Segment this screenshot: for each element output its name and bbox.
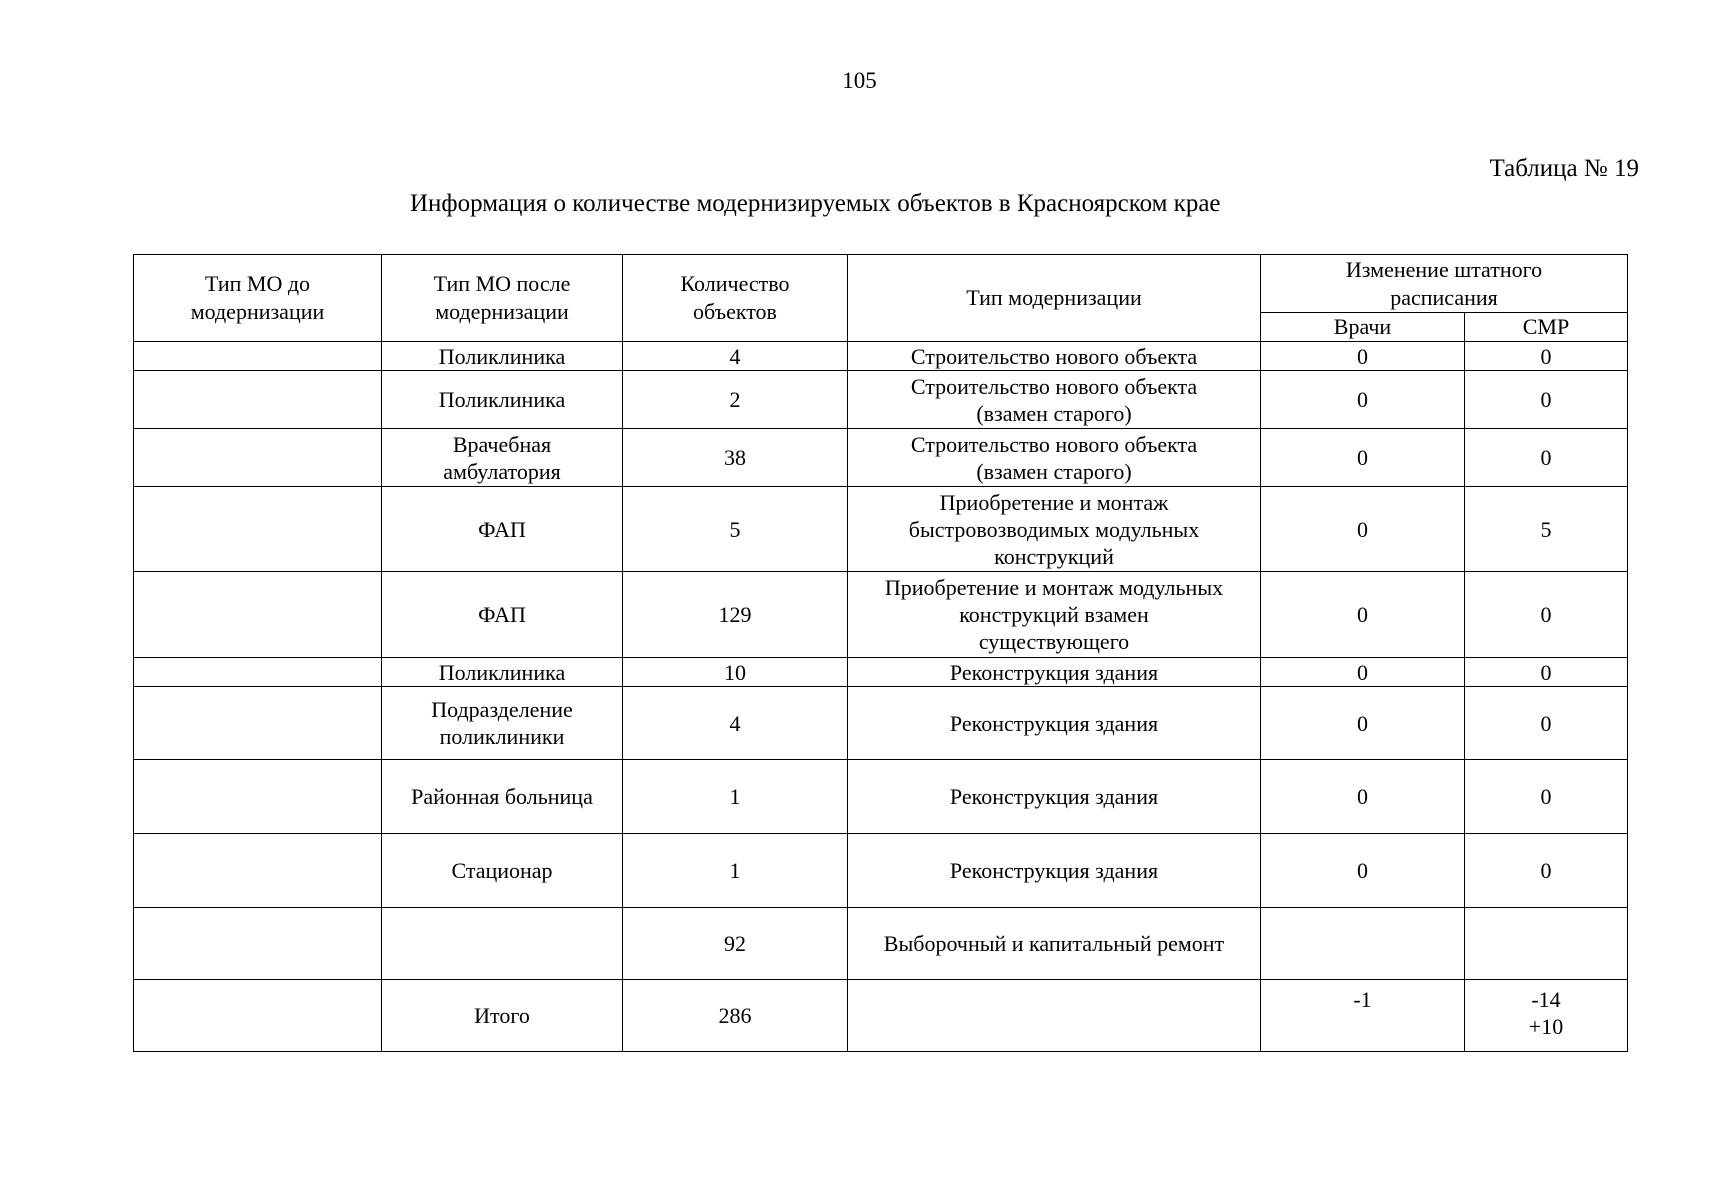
total-count: 286 — [623, 980, 848, 1052]
cell-count: 1 — [623, 760, 848, 834]
total-doctors: -1 — [1261, 980, 1465, 1052]
table-row — [134, 658, 1628, 687]
cell-modernization-type: Реконструкция здания — [848, 658, 1261, 687]
cell-type-after: ФАП — [382, 572, 623, 658]
total-label: Итого — [382, 980, 623, 1052]
cell-smr: 5 — [1465, 487, 1628, 572]
cell-smr — [1465, 908, 1628, 980]
modernization-table — [133, 254, 1628, 1052]
header-staff-change: Изменение штатного расписания — [1261, 255, 1628, 313]
document-title: Информация о количестве модернизируемых объектов в Красноярском крае — [410, 190, 1221, 217]
cell-type-before — [134, 342, 382, 371]
table-row — [134, 834, 1628, 908]
cell-type-after: Районная больница — [382, 760, 623, 834]
cell-smr: 0 — [1465, 342, 1628, 371]
cell-doctors: 0 — [1261, 429, 1465, 487]
cell-type-after: Поликлиника — [382, 658, 623, 687]
cell-smr: 0 — [1465, 371, 1628, 429]
cell-modernization-type: Строительство нового объекта (взамен старого) — [848, 371, 1261, 429]
cell-doctors: 0 — [1261, 687, 1465, 760]
cell-type-after: Поликлиника — [382, 371, 623, 429]
cell-doctors: 0 — [1261, 342, 1465, 371]
cell-type-before — [134, 834, 382, 908]
cell-count: 4 — [623, 342, 848, 371]
cell-doctors: 0 — [1261, 760, 1465, 834]
table-number-label: Таблица № 19 — [1489, 155, 1639, 182]
cell-count: 92 — [623, 908, 848, 980]
table-row — [134, 760, 1628, 834]
cell-smr: 0 — [1465, 687, 1628, 760]
cell-modernization-type: Выборочный и капитальный ремонт — [848, 908, 1261, 980]
table-row — [134, 429, 1628, 487]
table-body — [134, 342, 1628, 1052]
table-row — [134, 487, 1628, 572]
cell-doctors: 0 — [1261, 834, 1465, 908]
cell-type-before — [134, 371, 382, 429]
table-row — [134, 572, 1628, 658]
cell-doctors: 0 — [1261, 572, 1465, 658]
cell-modernization-type: Строительство нового объекта — [848, 342, 1261, 371]
header-count: Количество объектов — [623, 255, 848, 342]
cell-type-after: ФАП — [382, 487, 623, 572]
table-row — [134, 687, 1628, 760]
cell-doctors: 0 — [1261, 371, 1465, 429]
cell-smr: 0 — [1465, 429, 1628, 487]
header-type-before: Тип МО до модернизации — [134, 255, 382, 342]
cell-type-after: Подразделение поликлиники — [382, 687, 623, 760]
cell-count: 4 — [623, 687, 848, 760]
cell-smr: 0 — [1465, 658, 1628, 687]
cell-type-after: Поликлиника — [382, 342, 623, 371]
cell-type-after: Врачебная амбулатория — [382, 429, 623, 487]
table-row — [134, 908, 1628, 980]
cell-type-after: Стационар — [382, 834, 623, 908]
cell-type-after — [382, 908, 623, 980]
cell-smr: 0 — [1465, 760, 1628, 834]
cell-doctors: 0 — [1261, 658, 1465, 687]
header-modernization-type: Тип модернизации — [848, 255, 1261, 342]
table-row — [134, 371, 1628, 429]
cell-type-before — [134, 908, 382, 980]
cell-modernization-type — [848, 980, 1261, 1052]
header-type-after: Тип МО после модернизации — [382, 255, 623, 342]
cell-type-before — [134, 658, 382, 687]
cell-modernization-type: Приобретение и монтаж быстровозводимых модульных конструкций — [848, 487, 1261, 572]
cell-smr: 0 — [1465, 834, 1628, 908]
cell-modernization-type: Реконструкция здания — [848, 687, 1261, 760]
cell-type-before — [134, 429, 382, 487]
table-row — [134, 342, 1628, 371]
cell-type-before — [134, 760, 382, 834]
page-number: 105 — [842, 68, 877, 93]
header-smr: СМР — [1465, 313, 1628, 342]
total-smr: -14 +10 — [1465, 980, 1628, 1052]
cell-doctors — [1261, 908, 1465, 980]
cell-modernization-type: Реконструкция здания — [848, 760, 1261, 834]
cell-count: 38 — [623, 429, 848, 487]
cell-modernization-type: Приобретение и монтаж модульных конструкций взамен существующего — [848, 572, 1261, 658]
cell-count: 5 — [623, 487, 848, 572]
cell-smr: 0 — [1465, 572, 1628, 658]
cell-count: 2 — [623, 371, 848, 429]
cell-type-before — [134, 980, 382, 1052]
cell-modernization-type: Строительство нового объекта (взамен старого) — [848, 429, 1261, 487]
cell-count: 10 — [623, 658, 848, 687]
cell-type-before — [134, 687, 382, 760]
total-row — [134, 980, 1628, 1052]
cell-count: 1 — [623, 834, 848, 908]
cell-type-before — [134, 487, 382, 572]
cell-modernization-type: Реконструкция здания — [848, 834, 1261, 908]
cell-type-before — [134, 572, 382, 658]
cell-doctors: 0 — [1261, 487, 1465, 572]
cell-count: 129 — [623, 572, 848, 658]
header-doctors: Врачи — [1261, 313, 1465, 342]
